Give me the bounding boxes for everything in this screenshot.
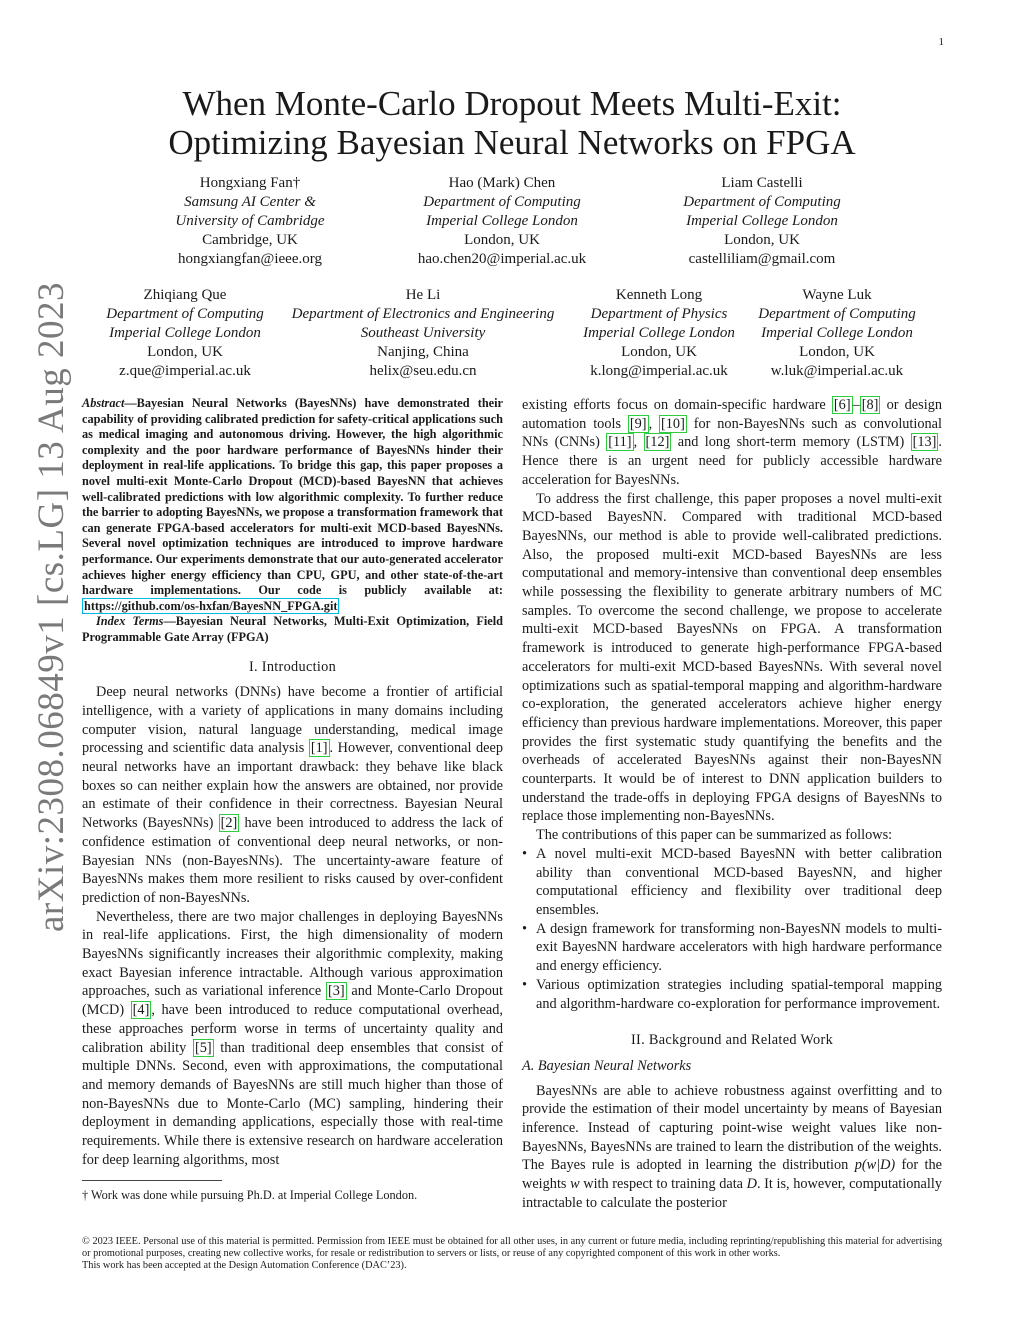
text-run: and long short-term memory (LSTM) <box>671 434 911 451</box>
text-run: have been introduced to address the lack of confidence estimation of conventional deep neural networks, or non-Bayesian NNs (non-BayesNNs). The uncertainty-aware feature of BayesNNs makes them more resilient to risks caused by over-confident prediction of non-BayesNNs. <box>82 815 503 906</box>
left-column <box>82 396 503 1169</box>
author-name: Liam Castelli <box>721 175 803 191</box>
citation-link[interactable]: [13] <box>912 434 937 451</box>
citation-link[interactable]: [9] <box>629 415 647 432</box>
author-affiliation: Imperial College London <box>583 325 735 341</box>
math-expression: p(w|D) <box>854 1157 896 1174</box>
author-block-li <box>287 286 559 381</box>
text-run: for the weights <box>522 1157 942 1193</box>
citation-link[interactable]: [10] <box>661 415 685 432</box>
footnote-divider <box>82 1180 222 1181</box>
author-location: London, UK <box>464 232 540 248</box>
author-name: Hao (Mark) Chen <box>448 175 556 191</box>
text-run: than traditional deep ensembles that consist of multiple DNNs. Second, even with approximations, the computational and memory demands of BayesNNs are still much higher than those of non-BayesNNs due to Monte-Carlo (MC) sampling, hindering their deployment in demanding applications, especially those with real-time requirements. While there is extensive research on hardware acceleration for deep learning algorithms, most <box>82 1039 504 1168</box>
author-location: London, UK <box>147 344 223 360</box>
author-block-chen <box>402 174 602 269</box>
author-block-que <box>95 286 275 381</box>
author-affiliation: Imperial College London <box>426 213 578 229</box>
text-run: , <box>648 415 660 432</box>
text-run: , have been introduced to reduce computational overhead, these approaches perform worse in terms of uncertainty quality and calibration ability <box>82 1002 503 1056</box>
citation-link[interactable]: [4] <box>132 1002 150 1019</box>
author-name: Kenneth Long <box>615 287 703 303</box>
abstract <box>82 396 503 614</box>
author-affiliation: Department of Physics <box>590 306 728 322</box>
index-terms <box>82 614 503 645</box>
citation-link[interactable]: [2] <box>220 815 238 832</box>
citation-link[interactable]: [12] <box>645 434 670 451</box>
citation-link[interactable]: [5] <box>194 1039 212 1056</box>
title-line-1: When Monte-Carlo Dropout Meets Multi-Exit: <box>182 84 842 123</box>
author-affiliation: Samsung AI Center & <box>184 194 316 210</box>
math-expression: w <box>570 1176 580 1193</box>
author-block-luk <box>750 286 924 381</box>
math-expression: D <box>746 1176 757 1193</box>
author-affiliation: Department of Computing <box>423 194 581 210</box>
author-affiliation: Department of Computing <box>683 194 841 210</box>
related-efforts-paragraph <box>522 396 942 490</box>
author-email[interactable]: w.luk@imperial.ac.uk <box>770 363 904 379</box>
text-run: , <box>633 434 644 451</box>
text-run: – <box>852 397 860 413</box>
author-email[interactable]: hao.chen20@imperial.ac.uk <box>417 251 587 267</box>
paper-title <box>0 84 1024 162</box>
section-heading-background: II. Background and Related Work <box>630 1032 834 1049</box>
copyright-notice <box>82 1236 942 1272</box>
author-affiliation: Department of Computing <box>758 306 916 322</box>
text-run: . However, conventional deep neural networks have an important drawback: they behave like black boxes so can neither explain how the answers are obtained, nor provide an estimate of their confidence in their correctness. Bayesian Neural Networks (BayesNNs) <box>82 740 503 832</box>
citation-link[interactable]: [3] <box>327 983 345 1000</box>
intro-paragraph-2 <box>82 908 503 1170</box>
title-line-2: Optimizing Bayesian Neural Networks on FPGA <box>168 123 856 162</box>
intro-paragraph-1 <box>82 683 503 907</box>
text-run: for non-BayesNNs such as convolutional NNs (CNNs) <box>522 415 942 451</box>
text-run: . It is, however, computationally intractable to calculate the posterior <box>522 1176 942 1211</box>
author-name: Hongxiang Fan† <box>199 175 301 191</box>
citation-link[interactable]: [1] <box>310 740 328 757</box>
author-affiliation: Imperial College London <box>761 325 913 341</box>
author-location: London, UK <box>799 344 875 360</box>
text-run: existing efforts focus on domain-specific hardware <box>522 397 832 413</box>
author-email[interactable]: hongxiangfan@ieee.org <box>178 251 322 267</box>
contributions-intro: The contributions of this paper can be summarized as follows: <box>536 827 893 844</box>
page-number: 1 <box>938 36 944 48</box>
bayesnn-paragraph <box>522 1082 942 1213</box>
author-name: Wayne Luk <box>802 287 872 303</box>
author-affiliation: Department of Electronics and Engineering <box>291 306 555 322</box>
proposal-paragraph: To address the first challenge, this paper proposes a novel multi-exit MCD-based BayesNN. Compared with traditional MCD-based BayesNNs, our method is able to provide well-calibrated predictions. Also, the proposed multi-exit MCD-based BayesNNs are less computational and memory-intensive than conventional deep ensembles while possessing the flexibility to generate arbitrary numbers of MC samples. To overcome the second challenge, we propose to accelerate multi-exit MCD-based BayesNNs on FPGA. A transformation framework is introduced to generate high-performance FPGA-based accelerators for multi-exit MCD-based BayesNNs. With several novel optimizations such as spatial-temporal mapping and algorithm-hardware co-exploration, the generated accelerators achieve higher energy efficiency than previous hardware implementations. Moreover, this paper provides the first systematic study quantifying the benefits and the overheads of accelerated BayesNNs against their non-BayesNN counterparts. It would be of interest to DNN application builders to understand the trade-offs in deploying FPGA designs of BayesNNs to replace those implementing non-BayesNNs. <box>522 490 942 825</box>
text-run: . Hence there is an urgent need for publicly accessible hardware acceleration for BayesNNs. <box>522 434 942 488</box>
author-affiliation: University of Cambridge <box>175 213 325 229</box>
author-email[interactable]: k.long@imperial.ac.uk <box>590 363 728 379</box>
contribution-item: • A novel multi-exit MCD-based BayesNN with better calibration ability than conventional MCD-based BayesNN, and higher computational efficiency and flexibility over traditional deep ensembles. <box>536 845 942 920</box>
author-block-long <box>572 286 746 381</box>
index-terms-body: —Bayesian Neural Networks, Multi-Exit Optimization, Field Programmable Gate Array (FPGA) <box>82 614 503 644</box>
section-heading-introduction: I. Introduction <box>248 658 337 675</box>
author-location: London, UK <box>724 232 800 248</box>
subsection-heading-bayesian-nn: A. Bayesian Neural Networks <box>522 1057 692 1074</box>
author-affiliation: Imperial College London <box>686 213 838 229</box>
author-email[interactable]: castelliliam@gmail.com <box>688 251 836 267</box>
right-column <box>522 396 942 1213</box>
footnote: † Work was done while pursuing Ph.D. at Imperial College London. <box>82 1188 418 1202</box>
author-email[interactable]: z.que@imperial.ac.uk <box>119 363 251 379</box>
author-affiliation: Department of Computing <box>106 306 264 322</box>
code-repository-link[interactable]: https://github.com/os-hxfan/BayesNN_FPGA.git <box>84 598 338 613</box>
text-run: Nevertheless, there are two major challenges in deploying BayesNNs in real-life applications. First, the high dimensionality of modern BayesNNs significantly increases their algorithmic complexity, making exact Bayesian inference intractable. Although various approximation approaches, such as variational inference <box>82 908 503 1000</box>
copyright-text: © 2023 IEEE. Personal use of this material is permitted. Permission from IEEE must be obtained for all other uses, in any current or future media, including reprinting/republishing this material for advertising or promotional purposes, creating new collective works, for resale or redistribution to servers or lists, or reuse of any copyrighted component of this work in other works. <box>82 1236 942 1259</box>
author-location: Cambridge, UK <box>202 232 298 248</box>
author-location: Nanjing, China <box>377 344 469 360</box>
contribution-item: • Various optimization strategies including spatial-temporal mapping and algorithm-hardware co-exploration for performance improvement. <box>536 976 942 1013</box>
text-run: BayesNNs are able to achieve robustness against overfitting and to provide the estimation of their model uncertainty by means of Bayesian inference. Instead of capturing point-wise weight values like non-BayesNNs, BayesNNs are trained to learn the distribution of the weights. The Bayes rule is adopted in learning the distribution <box>522 1082 942 1174</box>
author-affiliation: Imperial College London <box>109 325 261 341</box>
author-name: Zhiqiang Que <box>143 287 227 303</box>
author-location: London, UK <box>621 344 697 360</box>
author-email[interactable]: helix@seu.edu.cn <box>369 363 477 379</box>
abstract-label: Abstract <box>82 396 125 410</box>
index-terms-label: Index Terms <box>96 614 164 629</box>
author-affiliation: Southeast University <box>360 325 486 341</box>
author-name: He Li <box>405 287 441 303</box>
citation-link[interactable]: [8] <box>861 397 879 413</box>
text-run: Deep neural networks (DNNs) have become a frontier of artificial intelligence, with a variety of applications in many domains including computer vision, natural language understanding, medical image processing and scientific data analysis <box>82 684 503 757</box>
citation-link[interactable]: [6] <box>833 397 851 413</box>
abstract-body: —Bayesian Neural Networks (BayesNNs) have demonstrated their capability of providing calibrated prediction for safety-critical applications such as medical imaging and autonomous driving. However, the high algorithmic complexity and the poor hardware performance of BayesNNs hinder their deployment in real-life applications. To bridge this gap, this paper proposes a novel multi-exit Monte-Carlo Dropout (MCD)-based BayesNN that achieves well-calibrated predictions with low algorithmic complexity. To further reduce the barrier to adopting BayesNNs, we propose a transformation framework that can generate FPGA-based accelerators for multi-exit MCD-based BayesNNs. Several novel optimization techniques are introduced to improve hardware performance. Our experiments demonstrate that our auto-generated accelerator achieves higher energy efficiency than CPU, GPU, and other state-of-the-art hardware implementations. Our code is publicly available at: <box>82 396 503 598</box>
author-block-fan <box>160 174 340 269</box>
contributions-list <box>522 845 942 1013</box>
text-run: with respect to training data <box>579 1176 747 1193</box>
acceptance-note: This work has been accepted at the Design Automation Conference (DAC’23). <box>82 1260 407 1271</box>
text-run: or design automation tools <box>522 397 942 432</box>
text-run: and Monte-Carlo Dropout (MCD) <box>82 983 503 1019</box>
citation-link[interactable]: [11] <box>608 434 632 451</box>
contribution-item: • A design framework for transforming non-BayesNN models to multi-exit BayesNN hardware accelerators with high hardware performance and energy efficiency. <box>536 920 942 976</box>
author-block-castelli <box>662 174 862 269</box>
arxiv-identifier-stamp: arXiv:2308.06849v1 [cs.LG] 13 Aug 2023 <box>31 282 72 932</box>
